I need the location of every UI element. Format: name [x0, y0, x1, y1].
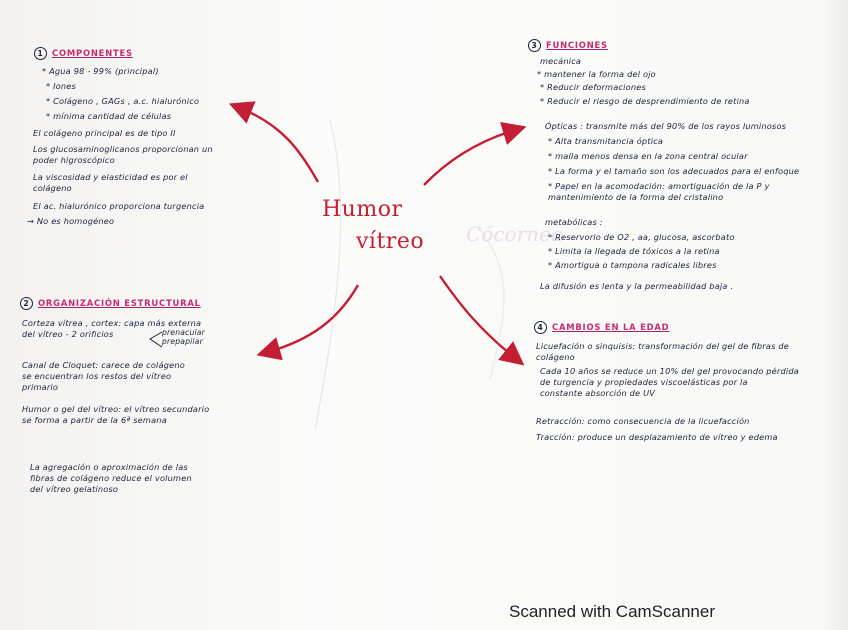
componentes-item: * Iones	[46, 81, 77, 91]
funciones-opticas-item: * Alta transmitancia óptica	[548, 136, 664, 146]
camscanner-watermark: Scanned with CamScanner	[509, 602, 716, 621]
componentes-item: * Colágeno , GAGs , a.c. hialurónico	[46, 96, 200, 106]
funciones-opticas-item: * Papel en la acomodación: amortiguación de la P y mantenimiento de la forma del cristalino	[548, 181, 770, 203]
funciones-mecanica-item: * Reducir deformaciones	[540, 82, 646, 92]
funciones-metabolicas-item: * Amortigua o tampona radicales libres	[548, 260, 717, 270]
heading-organizacion	[20, 297, 201, 310]
organizacion-orificios: prenacular prepapilar	[162, 328, 205, 347]
componentes-item: * mínima cantidad de células	[46, 111, 172, 121]
componentes-note: El colágeno principal es de tipo II	[33, 128, 176, 138]
heading-funciones	[528, 39, 608, 52]
section-number-1: 1	[34, 47, 47, 60]
cambios-cada-10-anos: Cada 10 años se reduce un 10% del gel provocando pérdida de turgencia y propiedades viscoelásticas por la constante absorción de UV	[540, 366, 799, 399]
funciones-opticas-item: * malla menos densa en la zona central ocular	[548, 151, 748, 161]
center-title-line1: Humor	[322, 197, 403, 222]
organizacion-gel: Humor o gel del vítreo: el vítreo secundario se forma a partir de la 6ª semana	[22, 404, 210, 426]
cambios-licuefaccion: Licuefación o sinquisis: transformación del gel de fibras de colágeno	[536, 341, 789, 363]
componentes-item: * Agua 98 - 99% (principal)	[42, 66, 159, 76]
organizacion-agregacion: La agregación o aproximación de las fibras de colágeno reduce el volumen del vítreo gelatinoso	[30, 462, 192, 495]
organizacion-cloquet: Canal de Cloquet: carece de colágeno se encuentran los restos del vítreo primario	[22, 360, 185, 393]
funciones-metabolicas-label: metabólicas :	[545, 217, 603, 227]
funciones-metabolicas-item: * Reservorio de O2 , aa, glucosa, ascorbato	[548, 232, 735, 242]
heading-organizacion-label: ORGANIZACIÓN ESTRUCTURAL	[38, 298, 201, 308]
componentes-note: Los glucosaminoglicanos proporcionan un poder higroscópico	[33, 144, 213, 166]
center-title-line2: vítreo	[356, 229, 425, 254]
funciones-mecanica-label: mecánica	[540, 56, 582, 66]
section-number-2: 2	[20, 297, 33, 310]
bleed-through-text: Cócornea	[466, 222, 563, 246]
heading-funciones-label: FUNCIONES	[546, 40, 608, 50]
heading-componentes-label: COMPONENTES	[52, 48, 133, 58]
arrow-to-funciones	[424, 130, 515, 185]
section-number-4: 4	[534, 321, 547, 334]
componentes-note: El ac. hialurónico proporciona turgencia	[33, 201, 205, 211]
funciones-mecanica-item: * mantener la forma del ojo	[537, 69, 656, 79]
arrow-to-organizacion	[268, 285, 358, 352]
cambios-traccion: Tracción: produce un desplazamiento de vítreo y edema	[536, 432, 778, 442]
funciones-difusion: La difusión es lenta y la permeabilidad baja .	[540, 281, 734, 291]
heading-cambios	[534, 321, 669, 334]
componentes-note: → No es homogéneo	[27, 216, 115, 226]
funciones-mecanica-item: * Reducir el riesgo de desprendimiento de retina	[540, 96, 750, 106]
arrow-to-componentes	[240, 108, 318, 182]
funciones-metabolicas-item: * Limita la llegada de tóxicos a la retina	[548, 246, 720, 256]
funciones-opticas-label: Ópticas : transmite más del 90% de los rayos luminosos	[545, 121, 787, 131]
funciones-opticas-item: * La forma y el tamaño son los adecuados para el enfoque	[548, 166, 800, 176]
heading-componentes	[34, 47, 133, 60]
componentes-note: La viscosidad y elasticidad es por el colágeno	[33, 172, 188, 194]
cambios-retraccion: Retracción: como consecuencia de la licuefacción	[536, 416, 750, 426]
branch-bracket	[146, 330, 164, 350]
section-number-3: 3	[528, 39, 541, 52]
heading-cambios-label: CAMBIOS EN LA EDAD	[552, 322, 670, 332]
organizacion-corteza: Corteza vítrea , cortex: capa más externa del vítreo - 2 orificios	[22, 318, 202, 340]
